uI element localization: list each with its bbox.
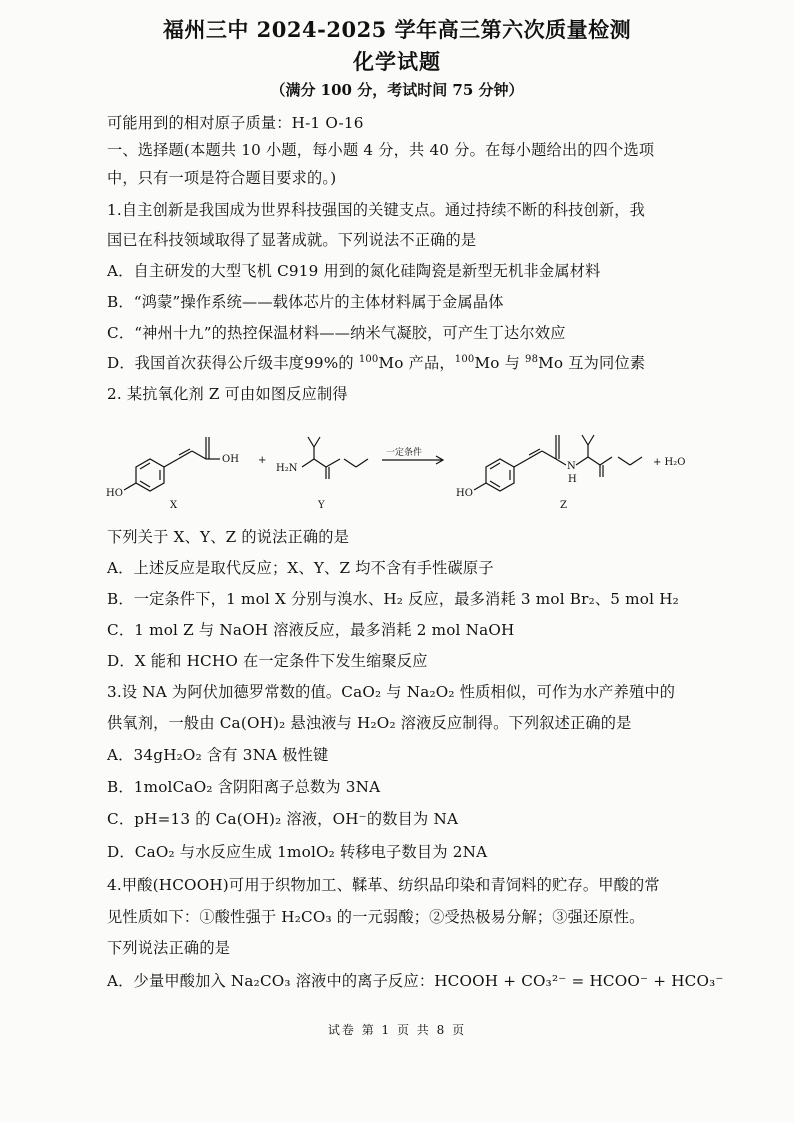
z-h-label: H (568, 474, 577, 485)
q3-stem-cont: 供氧剂，一般由 Ca(OH)₂ 悬浊液与 H₂O₂ 溶液反应制得。下列叙述正确的是 (107, 714, 632, 732)
y-label: Y (318, 500, 325, 511)
page-footer: 试卷 第 1 页 共 8 页 (327, 1023, 467, 1037)
z-ho-label: HO (456, 488, 473, 499)
reaction-condition: 一定条件 (386, 448, 423, 458)
z-n-label: N (567, 461, 576, 472)
score-time-note: （满分 100 分，考试时间 75 分钟） (270, 81, 524, 99)
q1-option-a: A．自主研发的大型飞机 C919 用到的氮化硅陶瓷是新型无机非金属材料 (107, 262, 601, 280)
q3-stem: 3.设 NA 为阿伏加德罗常数的值。CaO₂ 与 Na₂O₂ 性质相似，可作为水产养殖中的 (107, 683, 676, 701)
q2-ask: 下列关于 X、Y、Z 的说法正确的是 (107, 528, 350, 546)
q1-stem: 1.自主创新是我国成为世界科技强国的关键支点。通过持续不断的科技创新，我 (107, 201, 646, 219)
subject-title: 化学试题 (353, 49, 441, 74)
q2-option-b: B．一定条件下，1 mol X 分别与溴水、H₂ 反应，最多消耗 3 mol Br₂、5 mol H₂ (107, 590, 679, 608)
section-heading: 一、选择题(本题共 10 小题，每小题 4 分，共 40 分。在每小题给出的四个选项 (107, 141, 655, 159)
q4-stem-cont: 见性质如下：①酸性强于 H₂CO₃ 的一元弱酸；②受热极易分解；③强还原性。 (107, 908, 645, 926)
atomic-mass-note: 可能用到的相对原子质量：H-1 O-16 (107, 114, 364, 132)
section-heading-cont: 中，只有一项是符合题目要求的。) (107, 169, 337, 187)
q4-option-a: A．少量甲酸加入 Na₂CO₃ 溶液中的离子反应：HCOOH + CO₃²⁻ = HCOO⁻ + HCO₃⁻ (107, 972, 724, 990)
q2-option-d: D．X 能和 HCHO 在一定条件下发生缩聚反应 (107, 652, 428, 670)
q2-stem: 2. 某抗氧化剂 Z 可由如图反应制得 (107, 385, 348, 403)
q3-option-d: D．CaO₂ 与水反应生成 1molO₂ 转移电子数目为 2NA (107, 843, 488, 861)
z-label: Z (560, 500, 567, 511)
x-oh-label: OH (222, 454, 239, 465)
q1-option-c: C．“神州十九”的热控保温材料——纳米气凝胶，可产生丁达尔效应 (107, 324, 566, 342)
exam-title: 福州三中 2024-2025 学年高三第六次质量检测 (162, 17, 632, 42)
plus-sign: + (258, 455, 267, 466)
q3-option-a: A．34gH₂O₂ 含有 3NA 极性键 (107, 746, 329, 764)
q4-stem: 4.甲酸(HCOOH)可用于织物加工、鞣革、纺织品印染和青饲料的贮存。甲酸的常 (107, 876, 660, 894)
q2-option-c: C．1 mol Z 与 NaOH 溶液反应，最多消耗 2 mol NaOH (107, 621, 515, 639)
q3-option-b: B．1molCaO₂ 含阴阳离子总数为 3NA (107, 778, 381, 796)
q2-option-a: A．上述反应是取代反应；X、Y、Z 均不含有手性碳原子 (107, 559, 494, 577)
q1-option-d: D．我国首次获得公斤级丰度99%的 $^{100}$Mo 产品，$^{100}$Mo 与 $^{98}$Mo 互为同位素 (107, 354, 646, 372)
q1-option-b: B．“鸿蒙”操作系统——载体芯片的主体材料属于金属晶体 (107, 293, 504, 311)
q4-stem-ask: 下列说法正确的是 (107, 939, 231, 957)
q1-stem-cont: 国已在科技领域取得了显著成就。下列说法不正确的是 (107, 231, 477, 249)
reaction-scheme (100, 415, 720, 515)
water-product: + H₂O (653, 457, 686, 468)
y-h2n-label: H₂N (276, 463, 298, 474)
x-label: X (170, 500, 178, 511)
q3-option-c: C．pH=13 的 Ca(OH)₂ 溶液，OH⁻的数目为 NA (107, 810, 459, 828)
x-ho-label: HO (106, 488, 123, 499)
